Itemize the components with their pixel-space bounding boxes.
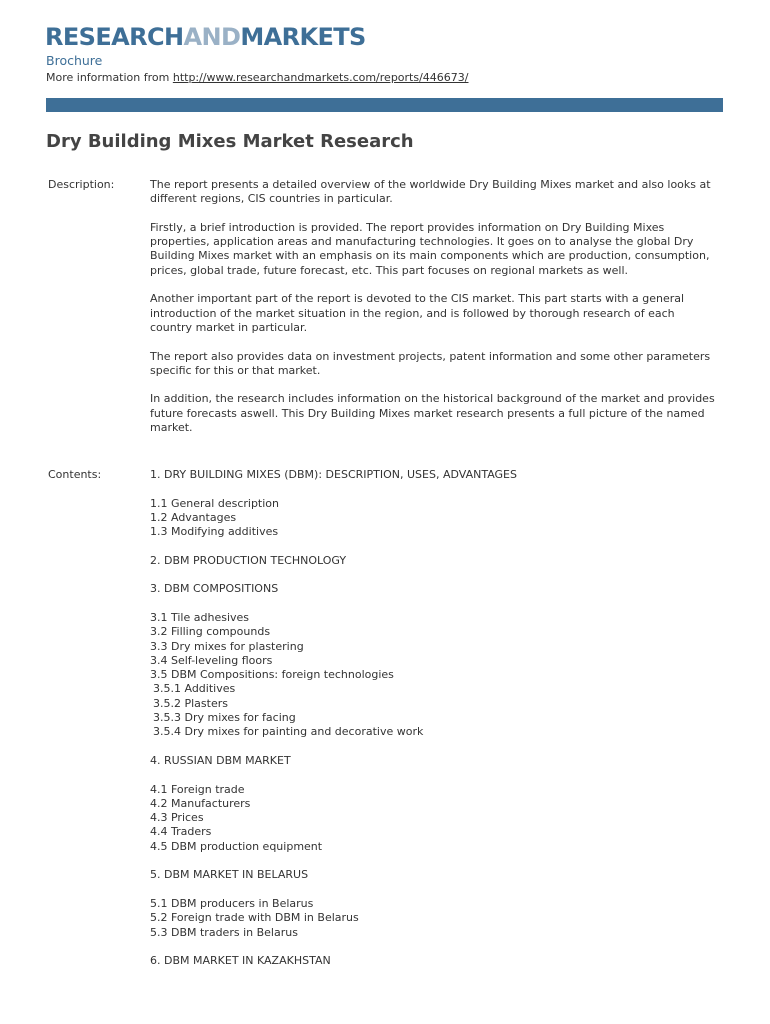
header-divider-bar [46,98,723,112]
toc-item: 5. DBM MARKET IN BELARUS [150,868,309,882]
toc-item: 4.3 Prices [150,811,204,825]
description-paragraph: Firstly, a brief introduction is provided. The report provides information on Dry Building Mixes properties, application areas and manufacturing technologies. It goes on to analyse the global Dry Building Mixes market with an emphasis on its main components which are production, consumption, prices, global trade, future forecast, etc. This part focuses on regional markets as well. [150,220,710,277]
toc-item: 3.3 Dry mixes for plastering [150,639,304,653]
toc-block [150,897,718,940]
page-title: Dry Building Mixes Market Research [46,131,414,152]
toc-item: 3.5.2 Plasters [153,696,228,710]
toc-item: 1.1 General description [150,496,279,510]
toc-item: 4. RUSSIAN DBM MARKET [150,753,291,767]
toc-item: 3.4 Self-leveling floors [150,653,273,667]
toc-block [150,783,718,854]
toc-item: 5.2 Foreign trade with DBM in Belarus [150,911,359,925]
toc-item: 2. DBM PRODUCTION TECHNOLOGY [150,553,347,567]
brochure-label: Brochure [46,53,103,68]
toc-block [150,582,718,596]
logo-and: AND [183,23,241,51]
report-url-link[interactable]: http://www.researchandmarkets.com/reports/446673/ [172,71,469,84]
toc-item: 4.1 Foreign trade [150,782,245,796]
toc-block [150,868,718,882]
description-label: Description: [48,178,115,191]
toc-block [150,611,718,740]
toc-item: 3.5.3 Dry mixes for facing [153,711,296,725]
toc-item: 5.1 DBM producers in Belarus [150,896,314,910]
toc-item: 3. DBM COMPOSITIONS [150,582,279,596]
toc-block [150,497,718,540]
toc-item: 1.3 Modifying additives [150,525,279,539]
toc-item: 3.2 Filling compounds [150,625,271,639]
description-body [150,178,718,450]
toc-item: 6. DBM MARKET IN KAZAKHSTAN [150,954,331,968]
toc-item: 3.5.4 Dry mixes for painting and decorative work [153,725,424,739]
toc-block [150,554,718,568]
more-info-prefix: More information from [46,71,173,84]
description-paragraph: The report also provides data on investment projects, patent information and some other parameters specific for this or that market. [150,349,711,377]
toc-item: 5.3 DBM traders in Belarus [150,925,298,939]
logo-markets: MARKETS [240,23,366,51]
toc-item: 3.1 Tile adhesives [150,610,250,624]
toc-item: 3.5 DBM Compositions: foreign technologies [150,668,394,682]
contents-label: Contents: [48,468,102,481]
toc-item: 1. DRY BUILDING MIXES (DBM): DESCRIPTION, USES, ADVANTAGES [150,468,517,481]
more-info-line [46,70,469,85]
toc-item: 4.5 DBM production equipment [150,839,323,853]
description-paragraph: In addition, the research includes information on the historical background of the market and provides future forecasts aswell. This Dry Building Mixes market research presents a full picture of the named market. [150,392,715,435]
toc-block [150,954,718,968]
toc-item: 4.4 Traders [150,825,212,839]
toc-item: 3.5.1 Additives [153,682,236,696]
toc-item: 1.2 Advantages [150,510,237,524]
toc-block [150,754,718,768]
toc-item: 4.2 Manufacturers [150,796,251,810]
description-paragraph: The report presents a detailed overview of the worldwide Dry Building Mixes market and also looks at different regions, CIS countries in particular. [150,178,711,206]
brand-logo [45,22,366,52]
description-paragraph: Another important part of the report is devoted to the CIS market. This part starts with a general introduction of the market situation in the region, and is followed by thorough research of each country market in particular. [150,292,685,334]
contents-list [150,468,718,983]
toc-block [150,468,718,482]
logo-research: RESEARCH [45,23,184,51]
